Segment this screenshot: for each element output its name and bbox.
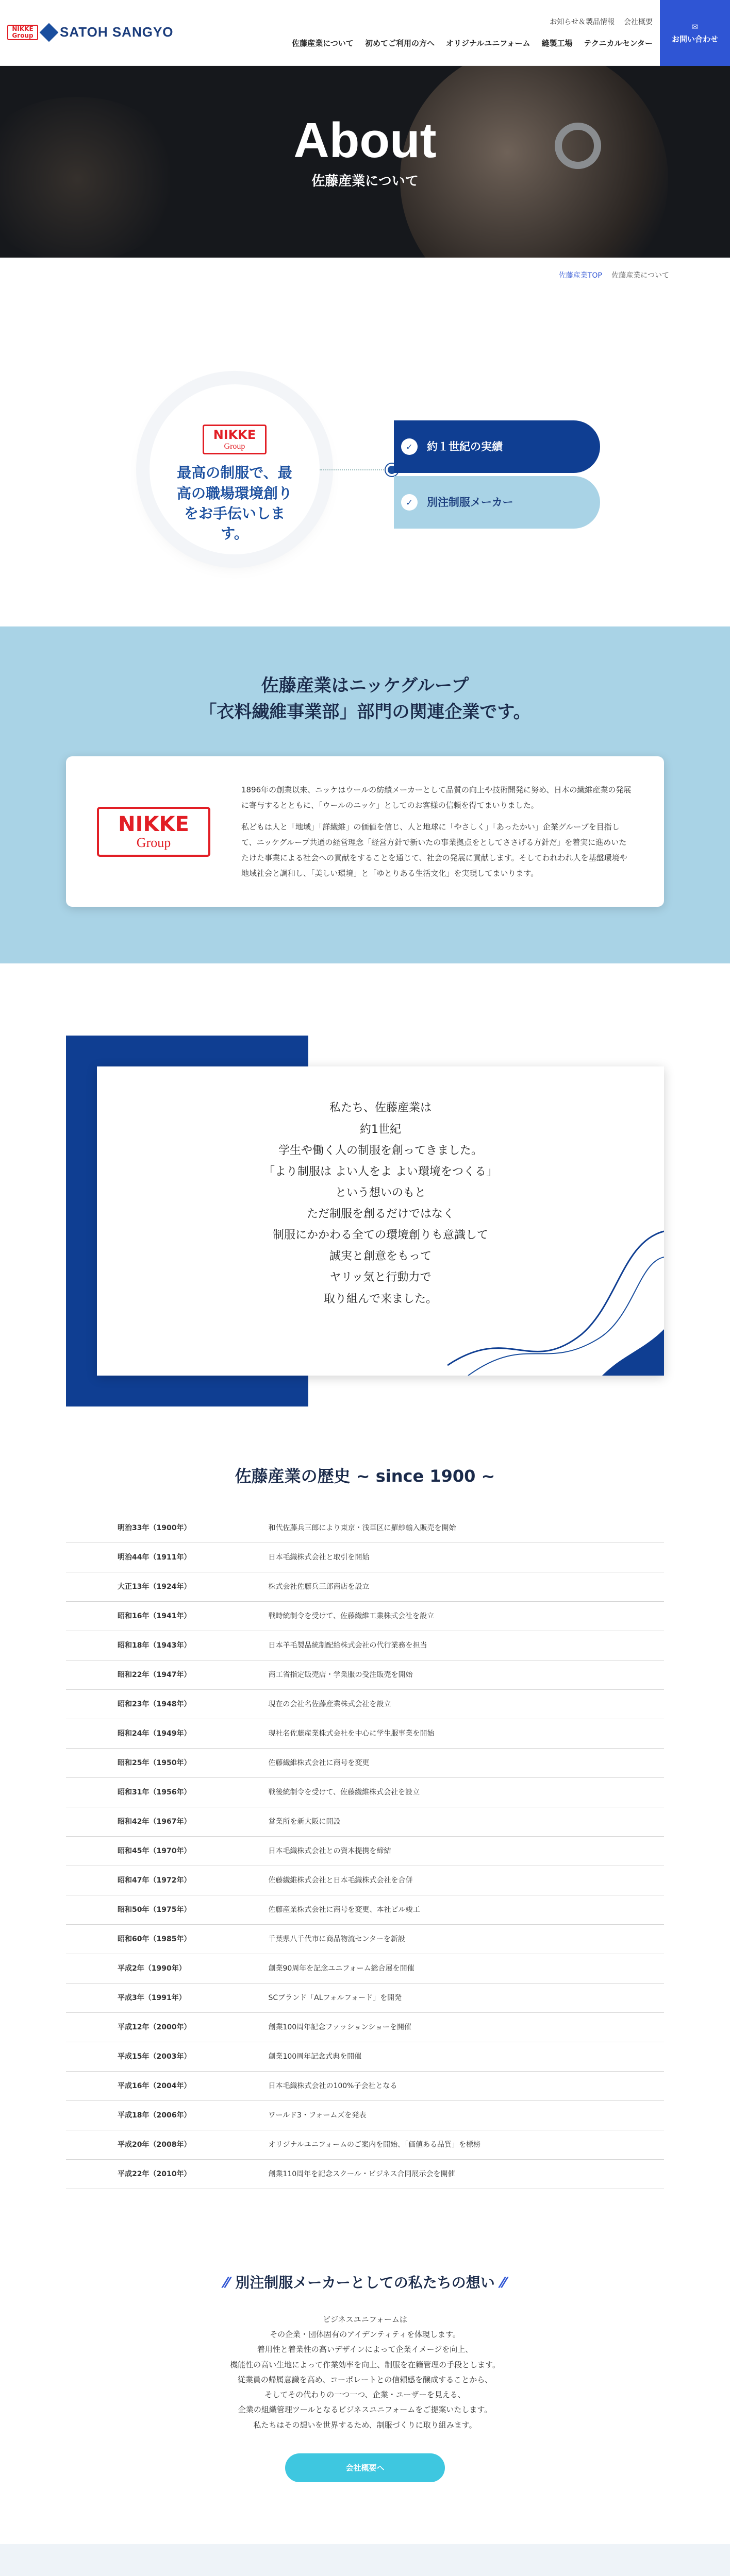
history-year: 昭和23年（1948年）: [66, 1690, 191, 1719]
top-links: [550, 16, 653, 28]
history-row: [66, 1954, 664, 1984]
message-line: 私たち、佐藤産業は: [329, 1101, 432, 1115]
nikke-logo-sub: Group: [224, 442, 245, 451]
history-year: 昭和50年（1975年）: [66, 1895, 191, 1925]
page-subtitle: 佐藤産業について: [311, 173, 419, 189]
history-year: 平成12年（2000年）: [66, 2013, 191, 2042]
message-line: という想いのもと: [335, 1186, 426, 1199]
history-section: [66, 1463, 664, 2189]
history-year: 昭和60年（1985年）: [66, 1925, 191, 1954]
slash-decoration-icon: ⁄⁄: [224, 2274, 229, 2292]
history-description: SCブランド「ALフォルフォード」を開発: [191, 1984, 664, 2013]
logo-text: SATOH SANGYO: [60, 24, 174, 40]
intro-section: [0, 343, 730, 601]
history-description: 佐藤産業株式会社に商号を変更、本社ビル竣工: [191, 1895, 664, 1925]
hero: [0, 66, 730, 258]
history-year: 平成20年（2008年）: [66, 2130, 191, 2160]
history-row: [66, 1572, 664, 1602]
history-row: [66, 1925, 664, 1954]
thought-line: そしてその代わりの一つ一つ、企業・ユーザーを見える、: [264, 2390, 466, 2400]
main-nav: [292, 37, 653, 49]
message-line: 約1世紀: [360, 1123, 401, 1136]
nav-original-uniform[interactable]: オリジナルユニフォーム: [445, 39, 530, 48]
related-card: [66, 756, 664, 907]
history-row: [66, 1807, 664, 1837]
history-description: 日本羊毛製品統制配給株式会社の代行業務を担当: [191, 1631, 664, 1660]
history-year: 平成3年（1991年）: [66, 1984, 191, 2013]
nikke-logo: [97, 807, 210, 857]
history-row: [66, 2013, 664, 2042]
history-table: [66, 1514, 664, 2190]
related-heading-line2: 「衣料繊維事業部」部門の関連企業です。: [199, 702, 531, 723]
history-year: 昭和24年（1949年）: [66, 1719, 191, 1749]
history-description: 営業所を新大阪に開設: [191, 1807, 664, 1837]
history-row: [66, 1895, 664, 1925]
history-year: 昭和42年（1967年）: [66, 1807, 191, 1837]
history-description: 商工省指定販売店・学業服の受注販売を開始: [191, 1660, 664, 1690]
history-row: [66, 1749, 664, 1778]
history-row: [66, 1837, 664, 1866]
history-row: [66, 2160, 664, 2189]
intro-circle: [150, 384, 320, 554]
nikke-logo-text: NIKKE: [118, 812, 189, 837]
history-description: 創業110周年を記念スクール・ビジネス合同展示会を開催: [191, 2160, 664, 2189]
thought-line: 企業の組織管理ツールとなるビジネスユニフォームをご提案いたします。: [238, 2405, 492, 2415]
history-row: [66, 1866, 664, 1895]
connector-line: [320, 469, 392, 470]
history-year: 昭和45年（1970年）: [66, 1837, 191, 1866]
history-row: [66, 2072, 664, 2101]
feature-century-label: 約１世紀の実績: [427, 440, 503, 453]
message-line: ただ制服を創るだけではなく: [306, 1208, 454, 1221]
history-row: [66, 1690, 664, 1719]
related-paragraph-2: 私どもは人と「地域」「詳繊維」の価値を信じ、人と地球に「やさしく」「あったかい」企業グループを目指して、ニッケグループ共通の経営理念「経営方針で新いたの事業拠点をとしてささげる方針だ」を着実に進めいたたけた事業による社会への貢献をすることを通じて、社会の発展に貢献します。そしてわれわれ人を基盤環境や地域社会と調和し、「美しい環境」と「ゆとりある生活文化」を実現してまいります。: [241, 822, 627, 878]
check-icon: ✓: [401, 438, 418, 455]
history-year: 平成18年（2006年）: [66, 2101, 191, 2130]
thought-heading-text: 別注制服メーカーとしての私たちの想い: [235, 2274, 495, 2292]
history-row: [66, 1631, 664, 1660]
message-box: [97, 1066, 664, 1376]
history-description: 現社名佐藤産業株式会社を中心に学生服事業を開始: [191, 1719, 664, 1749]
nav-sewing-factory[interactable]: 縫製工場: [541, 39, 573, 48]
check-icon: ✓: [401, 494, 418, 511]
thought-section: [0, 2272, 730, 2482]
nikke-logo-text: NIKKE: [213, 428, 256, 443]
history-description: 戦後統制令を受けて、佐藤繊維株式会社を設立: [191, 1778, 664, 1807]
history-year: 昭和31年（1956年）: [66, 1778, 191, 1807]
history-description: 佐藤繊維株式会社に商号を変更: [191, 1749, 664, 1778]
history-description: 千葉県八千代市に商品物流センターを新設: [191, 1925, 664, 1954]
feature-custom: [394, 476, 600, 529]
related-paragraph-1: 1896年の創業以来、ニッケはウールの紡績メーカーとして品質の向上や技術開発に努め、日本の繊維産業の発展に寄与するとともに、「ウールのニッケ」としてのお客様の信頼を得てまいりました。: [241, 785, 632, 810]
history-description: 日本毛織株式会社との資本提携を締結: [191, 1837, 664, 1866]
history-heading: 佐藤産業の歴史 ~ since 1900 ~: [235, 1466, 495, 1486]
top-link-company[interactable]: 会社概要: [624, 18, 653, 26]
related-heading: [0, 673, 730, 725]
company-overview-button[interactable]: 会社概要へ: [285, 2453, 445, 2482]
history-year: 大正13年（1924年）: [66, 1572, 191, 1602]
top-link-news[interactable]: お知らせ＆製品情報: [550, 18, 615, 26]
message-line: 「より制服は よい人をよ よい環境をつくる」: [263, 1165, 497, 1178]
header-contact-label: お問い合わせ: [671, 35, 718, 44]
message-line: 取り組んで来ました。: [323, 1292, 437, 1306]
thought-line: 着用性と着業性の高いデザインによって企業イメージを向上、: [257, 2345, 473, 2354]
feature-custom-label: 別注制服メーカー: [427, 496, 513, 509]
history-description: オリジナルユニフォームのご案内を開始、「価値ある品質」を標榜: [191, 2130, 664, 2160]
history-description: 日本毛織株式会社と取引を開始: [191, 1543, 664, 1572]
thought-line: 私たちはその想いを世界するため、制服づくりに取り組みます。: [253, 2420, 477, 2430]
catalog-section: [0, 2544, 730, 2576]
history-description: ワールド3・フォームズを発表: [191, 2101, 664, 2130]
history-row: [66, 1514, 664, 1543]
history-row: [66, 1719, 664, 1749]
message-line: 学生や働く人の制服を創ってきました。: [278, 1144, 483, 1157]
history-year: 昭和47年（1972年）: [66, 1866, 191, 1895]
history-year: 平成22年（2010年）: [66, 2160, 191, 2189]
nikke-group-logo: NIKKE Group: [7, 25, 38, 40]
history-year: 昭和18年（1943年）: [66, 1631, 191, 1660]
intro-catch: 最高の制服で、最高の職場環境創りをお手伝いします。: [176, 464, 292, 542]
thought-heading: [0, 2272, 730, 2295]
page-title: About: [293, 113, 437, 168]
nav-first-time[interactable]: 初めてご利用の方へ: [364, 39, 435, 48]
message-line: 誠実と創意をもって: [329, 1250, 432, 1263]
history-year: 平成16年（2004年）: [66, 2072, 191, 2101]
thought-line: 従業員の帰属意識を高め、コーポレートとの信頼感を醸成することから、: [237, 2375, 493, 2384]
breadcrumb: [0, 258, 730, 281]
history-year: 昭和25年（1950年）: [66, 1749, 191, 1778]
history-year: 平成15年（2003年）: [66, 2042, 191, 2072]
breadcrumb-current: 佐藤産業について: [611, 272, 669, 280]
history-row: [66, 1543, 664, 1572]
related-text: [241, 782, 633, 881]
history-year: 明治33年（1900年）: [66, 1514, 191, 1543]
nav-technical-center[interactable]: テクニカルセンター: [584, 39, 653, 48]
history-description: 日本毛織株式会社の100%子会社となる: [191, 2072, 664, 2101]
history-row: [66, 2130, 664, 2160]
history-description: 和代佐藤兵三郎により東京・浅草区に羅紗輸入販売を開始: [191, 1514, 664, 1543]
history-description: 佐藤繊維株式会社と日本毛織株式会社を合併: [191, 1866, 664, 1895]
history-year: 昭和16年（1941年）: [66, 1602, 191, 1631]
thought-copy: [0, 2312, 730, 2433]
header-contact-button[interactable]: [660, 0, 730, 66]
site-logo[interactable]: [7, 22, 174, 43]
history-description: 株式会社佐藤兵三郎商店を設立: [191, 1572, 664, 1602]
history-row: [66, 1984, 664, 2013]
nikke-logo: [203, 425, 267, 454]
history-row: [66, 2042, 664, 2072]
history-row: [66, 2101, 664, 2130]
related-company-section: [0, 626, 730, 963]
nikke-logo-sub: Group: [136, 835, 171, 851]
message-section: [66, 1036, 664, 1406]
history-row: [66, 1602, 664, 1631]
history-description: 現在の会社名佐藤産業株式会社を設立: [191, 1690, 664, 1719]
slash-decoration-icon: ⁄⁄: [501, 2274, 506, 2292]
history-description: 創業90周年を記念ユニフォーム総合展を開催: [191, 1954, 664, 1984]
history-year: 昭和22年（1947年）: [66, 1660, 191, 1690]
history-description: 創業100周年記念ファッションショーを開催: [191, 2013, 664, 2042]
history-row: [66, 1778, 664, 1807]
history-year: 平成2年（1990年）: [66, 1954, 191, 1984]
related-heading-line1: 佐藤産業はニッケグループ: [261, 675, 469, 697]
thought-line: 機能性の高い生地によって作業効率を向上、制服を在籍管理の手段とします。: [230, 2360, 500, 2369]
history-year: 明治44年（1911年）: [66, 1543, 191, 1572]
feature-century: [394, 420, 600, 473]
thought-line: ビジネスユニフォームは: [323, 2314, 407, 2324]
history-description: 戦時統制令を受けて、佐藤繊維工業株式会社を設立: [191, 1602, 664, 1631]
history-description: 創業100周年記念式典を開催: [191, 2042, 664, 2072]
mail-icon: ✉: [691, 22, 699, 31]
wave-decoration: [447, 1221, 664, 1376]
message-line: ヤリッ気と行動力で: [329, 1271, 432, 1284]
site-header: [0, 0, 730, 66]
message-line: 制服にかかわる全ての環境創りも意識して: [272, 1229, 488, 1242]
thought-line: その企業・団体固有のアイデンティティを体現します。: [270, 2330, 460, 2340]
breadcrumb-home[interactable]: 佐藤産業TOP: [558, 272, 602, 280]
history-row: [66, 1660, 664, 1690]
satoh-logo-mark-icon: [40, 23, 59, 42]
nav-about[interactable]: 佐藤産業について: [292, 39, 354, 48]
